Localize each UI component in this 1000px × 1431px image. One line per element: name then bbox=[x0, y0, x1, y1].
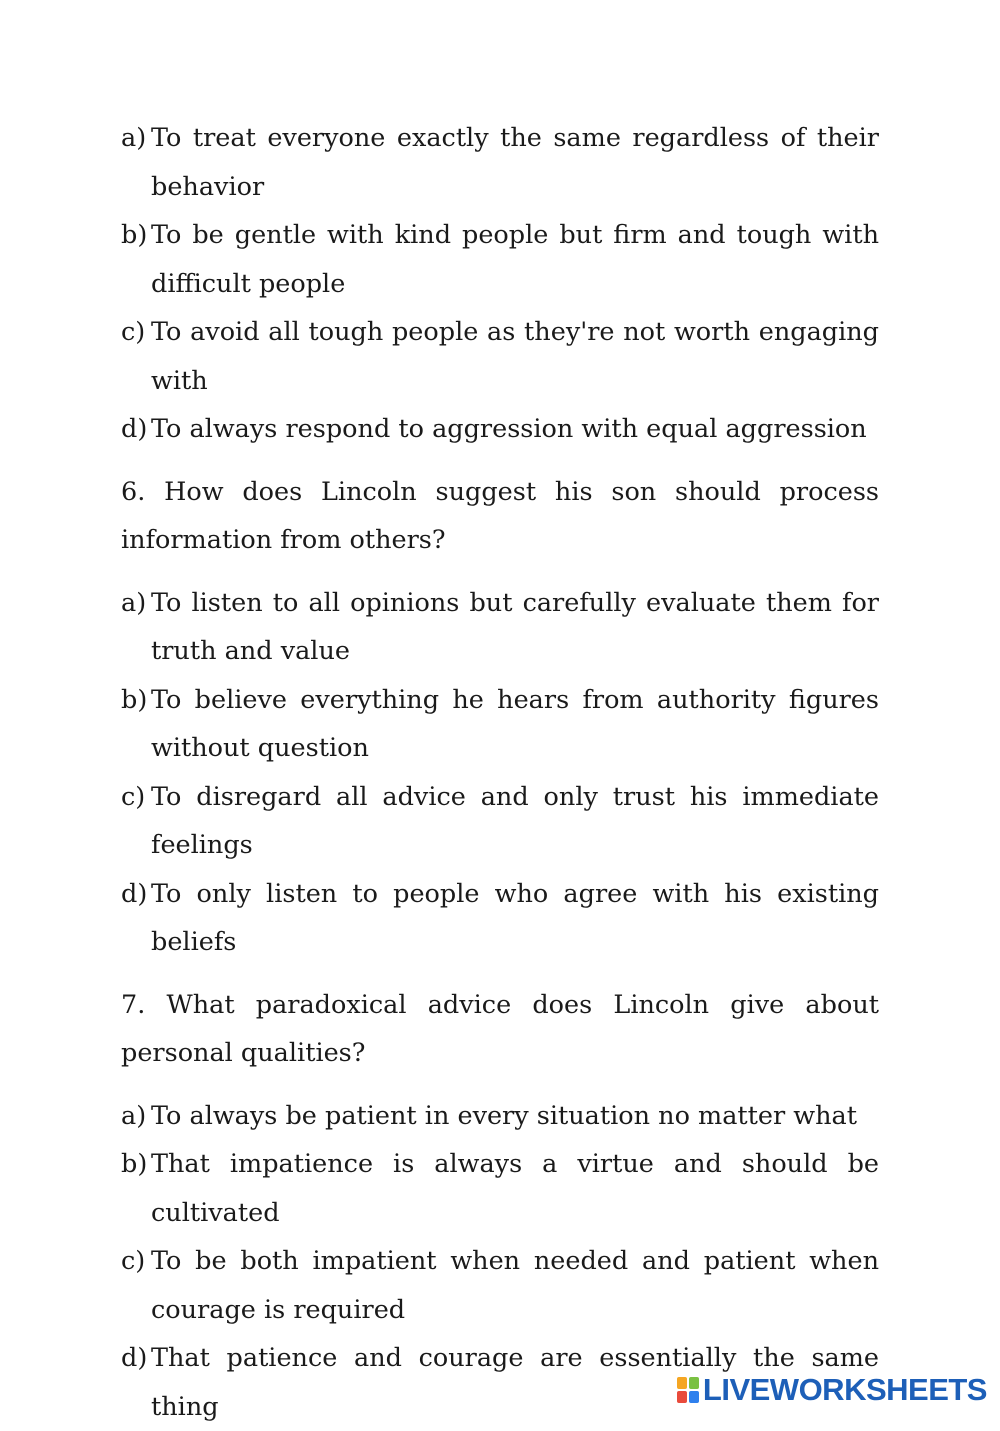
logo-tile bbox=[677, 1391, 687, 1403]
option-5a bbox=[121, 114, 879, 211]
liveworksheets-logo-icon bbox=[677, 1377, 699, 1403]
option-text: To disregard all advice and only trust his immediate feelings bbox=[151, 773, 879, 870]
option-label: c) bbox=[121, 1237, 151, 1334]
question-6-text: 6. How does Lincoln suggest his son should process information from others? bbox=[121, 468, 879, 565]
option-6a bbox=[121, 579, 879, 676]
option-label: b) bbox=[121, 676, 151, 773]
logo-tile bbox=[677, 1377, 687, 1389]
option-label: a) bbox=[121, 579, 151, 676]
option-text: To treat everyone exactly the same regardless of their behavior bbox=[151, 114, 879, 211]
option-label: d) bbox=[121, 870, 151, 967]
option-5b bbox=[121, 211, 879, 308]
liveworksheets-logo bbox=[677, 1370, 987, 1410]
option-label: d) bbox=[121, 405, 151, 454]
option-text: To be both impatient when needed and patient when courage is required bbox=[151, 1237, 879, 1334]
option-label: a) bbox=[121, 114, 151, 211]
option-label: c) bbox=[121, 308, 151, 405]
option-text: To always be patient in every situation no matter what bbox=[151, 1092, 879, 1141]
option-7a bbox=[121, 1092, 879, 1141]
option-6b bbox=[121, 676, 879, 773]
option-label: c) bbox=[121, 773, 151, 870]
option-5d bbox=[121, 405, 879, 454]
option-text: To be gentle with kind people but firm and tough with difficult people bbox=[151, 211, 879, 308]
option-6c bbox=[121, 773, 879, 870]
option-text: To only listen to people who agree with his existing beliefs bbox=[151, 870, 879, 967]
option-text: To always respond to aggression with equal aggression bbox=[151, 405, 879, 454]
option-text: That impatience is always a virtue and should be cultivated bbox=[151, 1140, 879, 1237]
logo-tile bbox=[689, 1377, 699, 1389]
logo-text: LIVEWORKSHEETS bbox=[703, 1372, 987, 1408]
option-7b bbox=[121, 1140, 879, 1237]
question-7-text: 7. What paradoxical advice does Lincoln give about personal qualities? bbox=[121, 981, 879, 1078]
question-6-options bbox=[121, 579, 879, 967]
option-label: a) bbox=[121, 1092, 151, 1141]
option-7c bbox=[121, 1237, 879, 1334]
worksheet-content bbox=[121, 114, 879, 1431]
option-text: To listen to all opinions but carefully evaluate them for truth and value bbox=[151, 579, 879, 676]
option-5c bbox=[121, 308, 879, 405]
option-text: That patience and courage are essentially the same thing bbox=[151, 1334, 879, 1431]
question-5-options bbox=[121, 114, 879, 454]
option-label: b) bbox=[121, 211, 151, 308]
option-text: To avoid all tough people as they're not worth engaging with bbox=[151, 308, 879, 405]
option-6d bbox=[121, 870, 879, 967]
option-label: b) bbox=[121, 1140, 151, 1237]
option-label: d) bbox=[121, 1334, 151, 1431]
logo-tile bbox=[689, 1391, 699, 1403]
option-text: To believe everything he hears from authority figures without question bbox=[151, 676, 879, 773]
